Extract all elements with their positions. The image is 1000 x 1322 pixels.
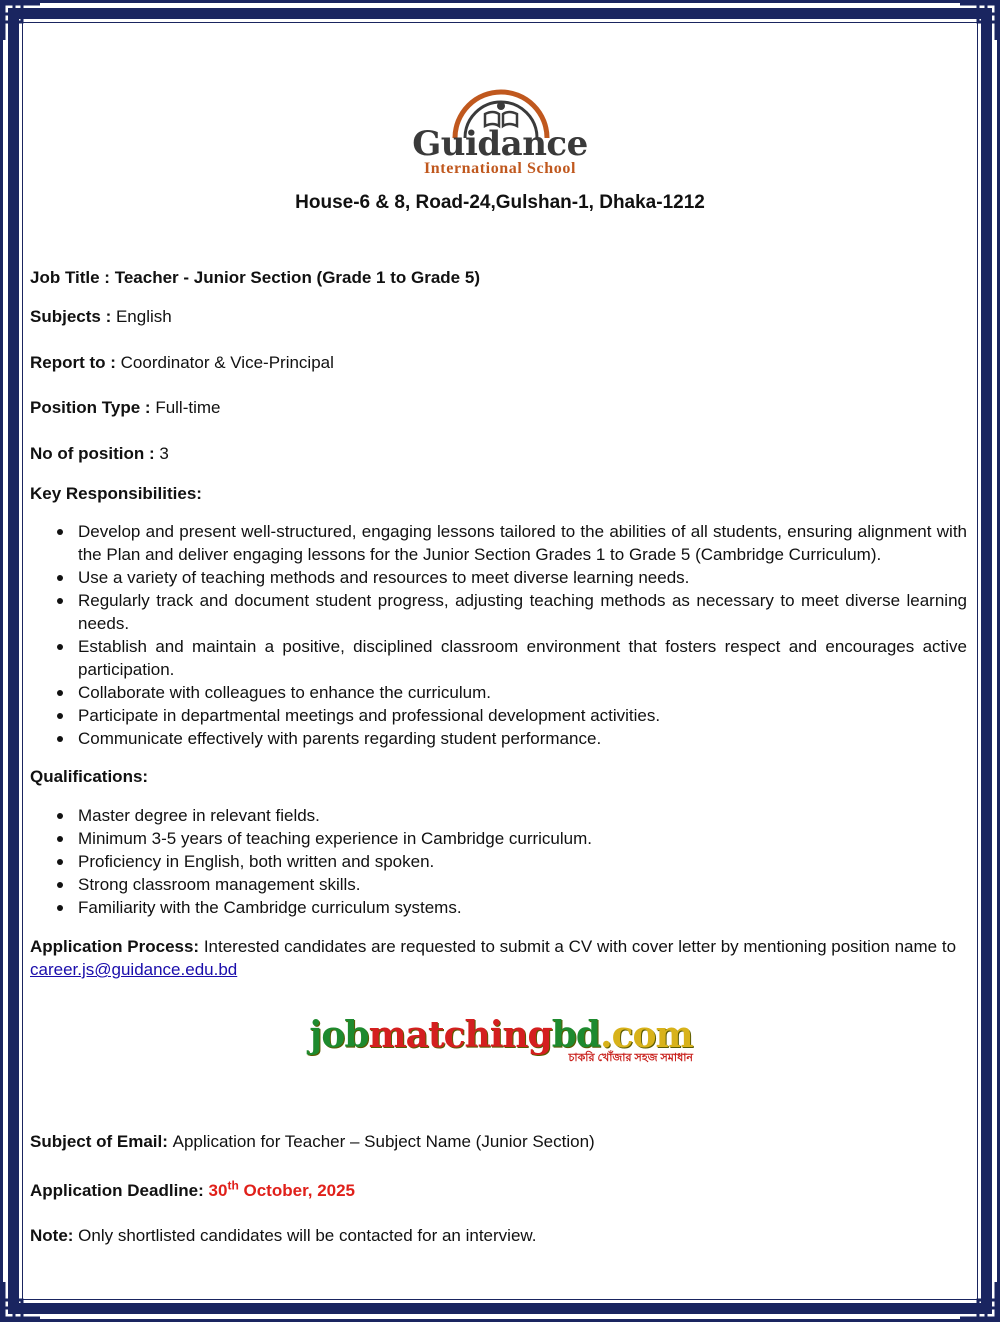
list-item: Regularly track and document student progress, adjusting teaching methods as necessary to meet diverse learning needs. [30, 589, 967, 635]
position-count-label: No of position : [30, 444, 160, 463]
job-title-label: Job Title : [30, 268, 115, 287]
corner-ornament-icon [954, 1276, 1000, 1322]
email-subject-label: Subject of Email: [30, 1132, 173, 1151]
application-process-label: Application Process: [30, 937, 204, 956]
note-value: Only shortlisted candidates will be contacted for an interview. [78, 1226, 537, 1245]
list-item: Develop and present well-structured, engaging lessons tailored to the abilities of all students, ensuring alignment with the Plan and deliver engaging lessons for the Junior Section Grades 1 to Grade 5 (Cambridge Curriculum). [30, 520, 967, 566]
list-item: Strong classroom management skills. [30, 873, 967, 896]
job-title-value: Teacher - Junior Section (Grade 1 to Grade 5) [114, 268, 480, 287]
list-item: Master degree in relevant fields. [30, 804, 967, 827]
position-type-value: Full-time [155, 398, 221, 417]
subjects-label: Subjects : [30, 307, 116, 326]
report-to-value: Coordinator & Vice-Principal [120, 353, 334, 372]
report-to-row [30, 351, 334, 374]
subjects-value: English [115, 307, 172, 326]
watermark-part-job: job [309, 1014, 369, 1056]
deadline-row [30, 1179, 355, 1202]
logo-subtitle: International School [423, 160, 576, 177]
watermark-part-matching: matching [368, 1014, 552, 1056]
qualifications-list [30, 804, 967, 919]
list-item: Establish and maintain a positive, disciplined classroom environment that fosters respect and encourages active participation. [30, 635, 967, 681]
position-type-row [30, 396, 220, 419]
list-item: Proficiency in English, both written and spoken. [30, 850, 967, 873]
application-process [30, 935, 970, 981]
school-logo [395, 76, 605, 180]
email-subject-value: Application for Teacher – Subject Name (Junior Section) [172, 1132, 595, 1151]
watermark-tagline: চাকরি খোঁজার সহজ সমাধান [568, 1052, 693, 1064]
qualifications-heading: Qualifications: [30, 767, 149, 786]
logo-name: Guidance [412, 124, 588, 164]
position-count-row [30, 442, 169, 465]
deadline-value: 30th October, 2025 [208, 1178, 356, 1200]
note-label: Note: [30, 1226, 79, 1245]
list-item: Familiarity with the Cambridge curriculum systems. [30, 896, 967, 919]
email-subject-row [30, 1130, 595, 1153]
corner-ornament-icon [0, 0, 46, 46]
subjects-row [30, 305, 172, 328]
application-process-text: Interested candidates are requested to submit a CV with cover letter by mentioning position name to [203, 937, 957, 956]
list-item: Communicate effectively with parents regarding student performance. [30, 727, 967, 750]
list-item: Use a variety of teaching methods and resources to meet diverse learning needs. [30, 566, 967, 589]
deadline-label: Application Deadline: [30, 1181, 209, 1200]
application-email-link[interactable]: career.js@guidance.edu.bd [30, 960, 238, 979]
responsibilities-heading: Key Responsibilities: [30, 484, 202, 503]
position-type-label: Position Type : [30, 398, 156, 417]
jobmatchingbd-watermark [305, 1015, 697, 1067]
responsibilities-list [30, 520, 967, 750]
watermark-part-com: .com [600, 1014, 693, 1056]
school-address: House-6 & 8, Road-24,Gulshan-1, Dhaka-1212 [295, 192, 705, 213]
corner-ornament-icon [0, 1276, 46, 1322]
note-row [30, 1224, 536, 1247]
list-item: Collaborate with colleagues to enhance the curriculum. [30, 681, 967, 704]
position-count-value: 3 [159, 444, 169, 463]
watermark-part-bd: bd [551, 1014, 601, 1056]
list-item: Minimum 3-5 years of teaching experience in Cambridge curriculum. [30, 827, 967, 850]
job-title-row [30, 266, 480, 289]
list-item: Participate in departmental meetings and professional development activities. [30, 704, 967, 727]
report-to-label: Report to : [30, 353, 121, 372]
corner-ornament-icon [954, 0, 1000, 46]
